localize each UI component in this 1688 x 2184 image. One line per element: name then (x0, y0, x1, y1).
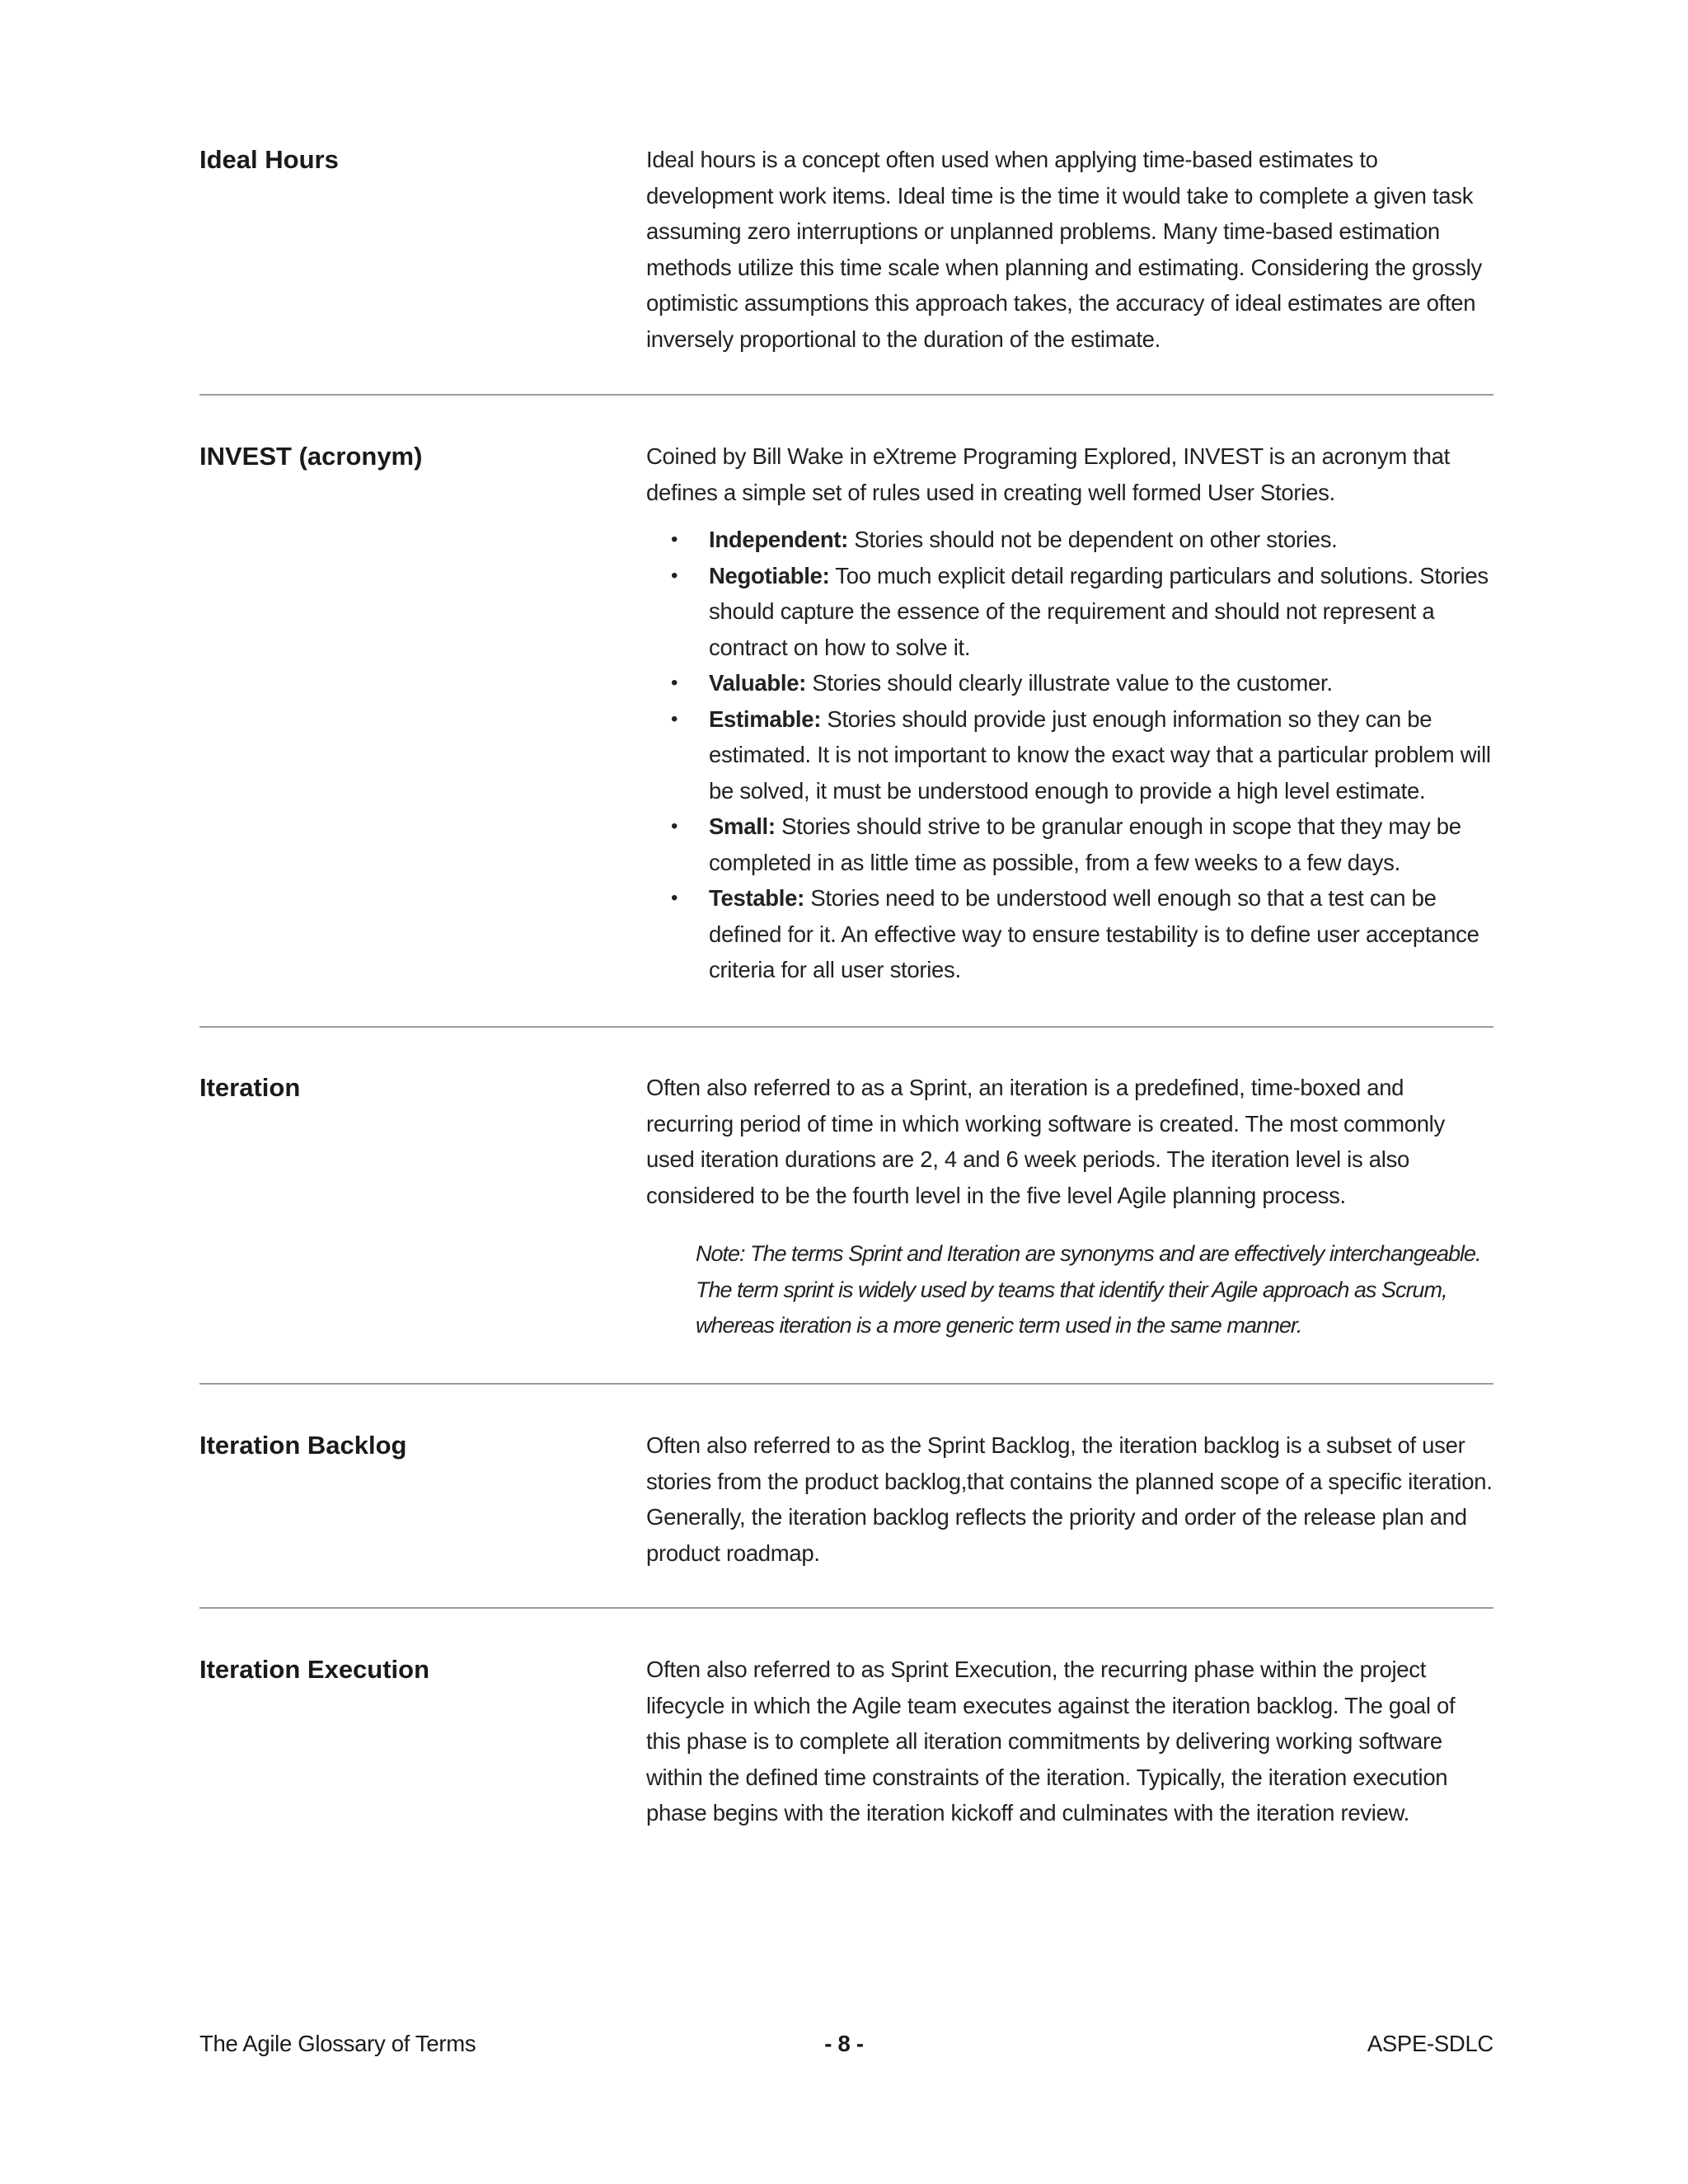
list-item-text: Stories should not be dependent on other stories. (848, 527, 1338, 552)
glossary-term: Iteration (199, 1073, 301, 1102)
glossary-definition (646, 1070, 1493, 1344)
list-item-label: Independent: (709, 527, 849, 552)
list-item-label: Small: (709, 813, 776, 839)
list-item-label: Testable: (709, 885, 804, 911)
list-item-label: Valuable: (709, 670, 807, 696)
bullet-icon: • (671, 707, 678, 730)
footer-document-title: The Agile Glossary of Terms (199, 2031, 476, 2056)
list-item (671, 558, 1493, 666)
list-item-text: Stories need to be understood well enough so that a test can be defined for it. An effective way to ensure testability is to define user acceptance criteria for all user stories. (709, 885, 1479, 982)
footer-page-number: - 8 - (824, 2031, 864, 2056)
list-item-label: Estimable: (709, 705, 822, 732)
list-item (671, 522, 1493, 558)
section-divider (199, 1383, 1493, 1385)
list-item-text: Stories should provide just enough information so they can be estimated. It is not important to know the exact way that a particular problem will be solved, it must be understood enough to provide a high level estimate. (709, 705, 1491, 804)
list-item-label: Negotiable: (709, 562, 830, 588)
footer-publisher: ASPE-SDLC (1367, 2031, 1493, 2056)
glossary-term: INVEST (acronym) (199, 442, 423, 471)
definition-note: Note: The terms Sprint and Iteration are synonyms and are effectively interchangeable. The term sprint is widely used by teams that identify their Agile approach as Scrum, whereas iteration is a more generic term used in the same manner. (696, 1241, 1481, 1338)
definition-text: Often also referred to as Sprint Execution, the recurring phase within the project lifecycle in which the Agile team executes against the iteration backlog. The goal of this phase is to complete all iteration commitments by delivering working software within the defined time constraints of the iteration. Typically, the iteration execution phase begins with the iteration kickoff and culminates with the iteration review. (646, 1657, 1456, 1825)
glossary-term: Iteration Backlog (199, 1431, 407, 1460)
bullet-icon: • (671, 672, 678, 694)
glossary-definition (646, 1652, 1493, 1831)
definition-text: Ideal hours is a concept often used when applying time-based estimates to development work items. Ideal time is the time it would take to complete a given task assuming zero interruptions or unplanned problems. Many time-based estimation methods utilize this time scale when planning and estimating. Considering the grossly optimistic assumptions this approach takes, the accuracy of ideal estimates are often inversely proportional to the duration of the estimate. (646, 147, 1482, 352)
list-item (671, 665, 1493, 701)
section-divider (199, 1607, 1493, 1609)
section-divider (199, 394, 1493, 396)
glossary-definition (646, 438, 1493, 988)
list-item-text: Too much explicit detail regarding particulars and solutions. Stories should capture the essence of the requirement and should not represent a contract on how to solve it. (709, 562, 1489, 660)
list-item (671, 880, 1493, 988)
definition-text: Often also referred to as a Sprint, an iteration is a predefined, time-boxed and recurring period of time in which working software is created. The most commonly used iteration durations are 2, 4 and 6 week periods. The iteration level is also considered to be the fourth level in the five level Agile planning process. (646, 1075, 1445, 1208)
glossary-term: Ideal Hours (199, 145, 339, 174)
glossary-definition (646, 142, 1493, 357)
list-item (671, 808, 1493, 880)
glossary-term: Iteration Execution (199, 1655, 430, 1684)
section-divider (199, 1026, 1493, 1028)
invest-list (646, 522, 1493, 988)
bullet-icon: • (671, 887, 678, 909)
bullet-icon: • (671, 815, 678, 837)
bullet-icon: • (671, 528, 678, 551)
definition-text: Coined by Bill Wake in eXtreme Programing Explored, INVEST is an acronym that defines a simple set of rules used in creating well formed User Stories. (646, 443, 1450, 505)
list-item-text: Stories should strive to be granular enough in scope that they may be completed in as little time as possible, from a few weeks to a few days. (709, 813, 1461, 875)
definition-text: Often also referred to as the Sprint Backlog, the iteration backlog is a subset of user stories from the product backlog,that contains the planned scope of a specific iteration. Generally, the iteration backlog reflects the priority and order of the release plan and product roadmap. (646, 1432, 1493, 1566)
glossary-definition (646, 1427, 1493, 1571)
list-item (671, 701, 1493, 809)
bullet-icon: • (671, 564, 678, 587)
list-item-text: Stories should clearly illustrate value to the customer. (806, 670, 1333, 696)
